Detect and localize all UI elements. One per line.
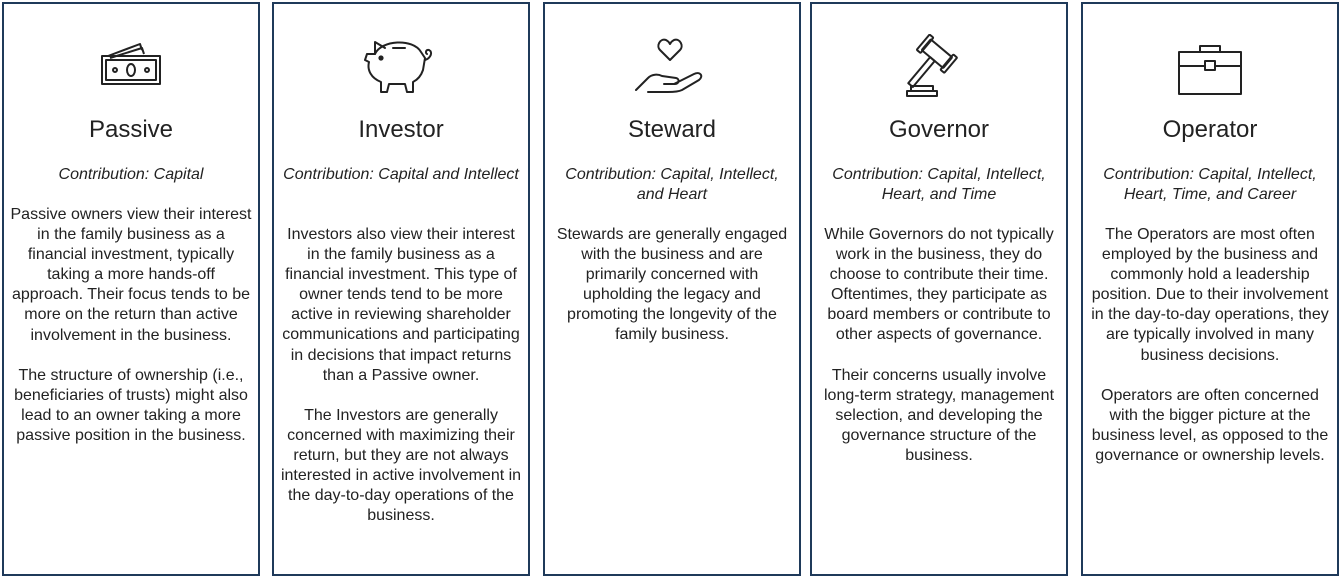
card-contribution: Contribution: Capital and Intellect (283, 166, 519, 183)
card-paragraph: The Operators are most often employed by the business and commonly hold a leadership position. Due to their involvement in the day-to-day operations, they are typically involved in many business decisions. (1091, 226, 1329, 364)
briefcase-icon (1083, 34, 1337, 98)
card-governor (810, 2, 1068, 576)
card-passive (2, 2, 260, 576)
card-paragraph: The Investors are generally concerned with maximizing their return, but they are not always interested in active involvement in the day-to-day operations of the business. (280, 406, 522, 525)
card-paragraph: Operators are often concerned with the bigger picture at the business level, as opposed to the governance or ownership levels. (1091, 386, 1329, 464)
card-title: Operator (1162, 116, 1258, 143)
card-body (1089, 225, 1331, 486)
card-contribution: Contribution: Capital, Intellect, and Heart (565, 166, 779, 203)
card-contribution: Contribution: Capital, Intellect, Heart, Time, and Career (1103, 166, 1317, 203)
card-steward (543, 2, 801, 576)
card-body (551, 225, 793, 366)
money-icon (4, 34, 258, 98)
card-paragraph: The structure of ownership (i.e., beneficiaries of trusts) might also lead to an owner taking a more passive position in the business. (14, 366, 248, 444)
card-contribution: Contribution: Capital, Intellect, Heart, and Time (832, 166, 1046, 203)
card-title: Investor (358, 116, 444, 143)
card-paragraph: Their concerns usually involve long-term strategy, management selection, and developing the governance structure of the business. (823, 366, 1055, 464)
card-contribution: Contribution: Capital (58, 166, 204, 183)
gavel-icon (812, 34, 1066, 98)
card-body (10, 205, 252, 466)
card-operator (1081, 2, 1339, 576)
card-body (280, 225, 522, 546)
card-paragraph: Stewards are generally engaged with the business and are primarily concerned with upholding the legacy and promoting the longevity of the family business. (556, 226, 788, 344)
card-paragraph: Passive owners view their interest in the family business as a financial investment, typically taking a more hands-off approach. Their focus tends to be more on the return than active involvement in the business. (10, 206, 252, 344)
card-title: Steward (627, 116, 717, 143)
card-paragraph: While Governors do not typically work in the business, they do choose to contribute their time. Oftentimes, they participate as board members or contribute to other aspects of governance. (824, 226, 1054, 344)
heart-in-hand-icon (545, 34, 799, 98)
card-title: Passive (88, 116, 174, 143)
card-investor (272, 2, 530, 576)
card-body (818, 225, 1060, 486)
card-paragraph: Investors also view their interest in the family business as a financial investment. This type of owner tends tend to be more active in reviewing shareholder communications and participating in decisions that impact returns than a Passive owner. (282, 226, 520, 384)
card-title: Governor (888, 116, 990, 143)
piggy-bank-icon (274, 34, 528, 98)
